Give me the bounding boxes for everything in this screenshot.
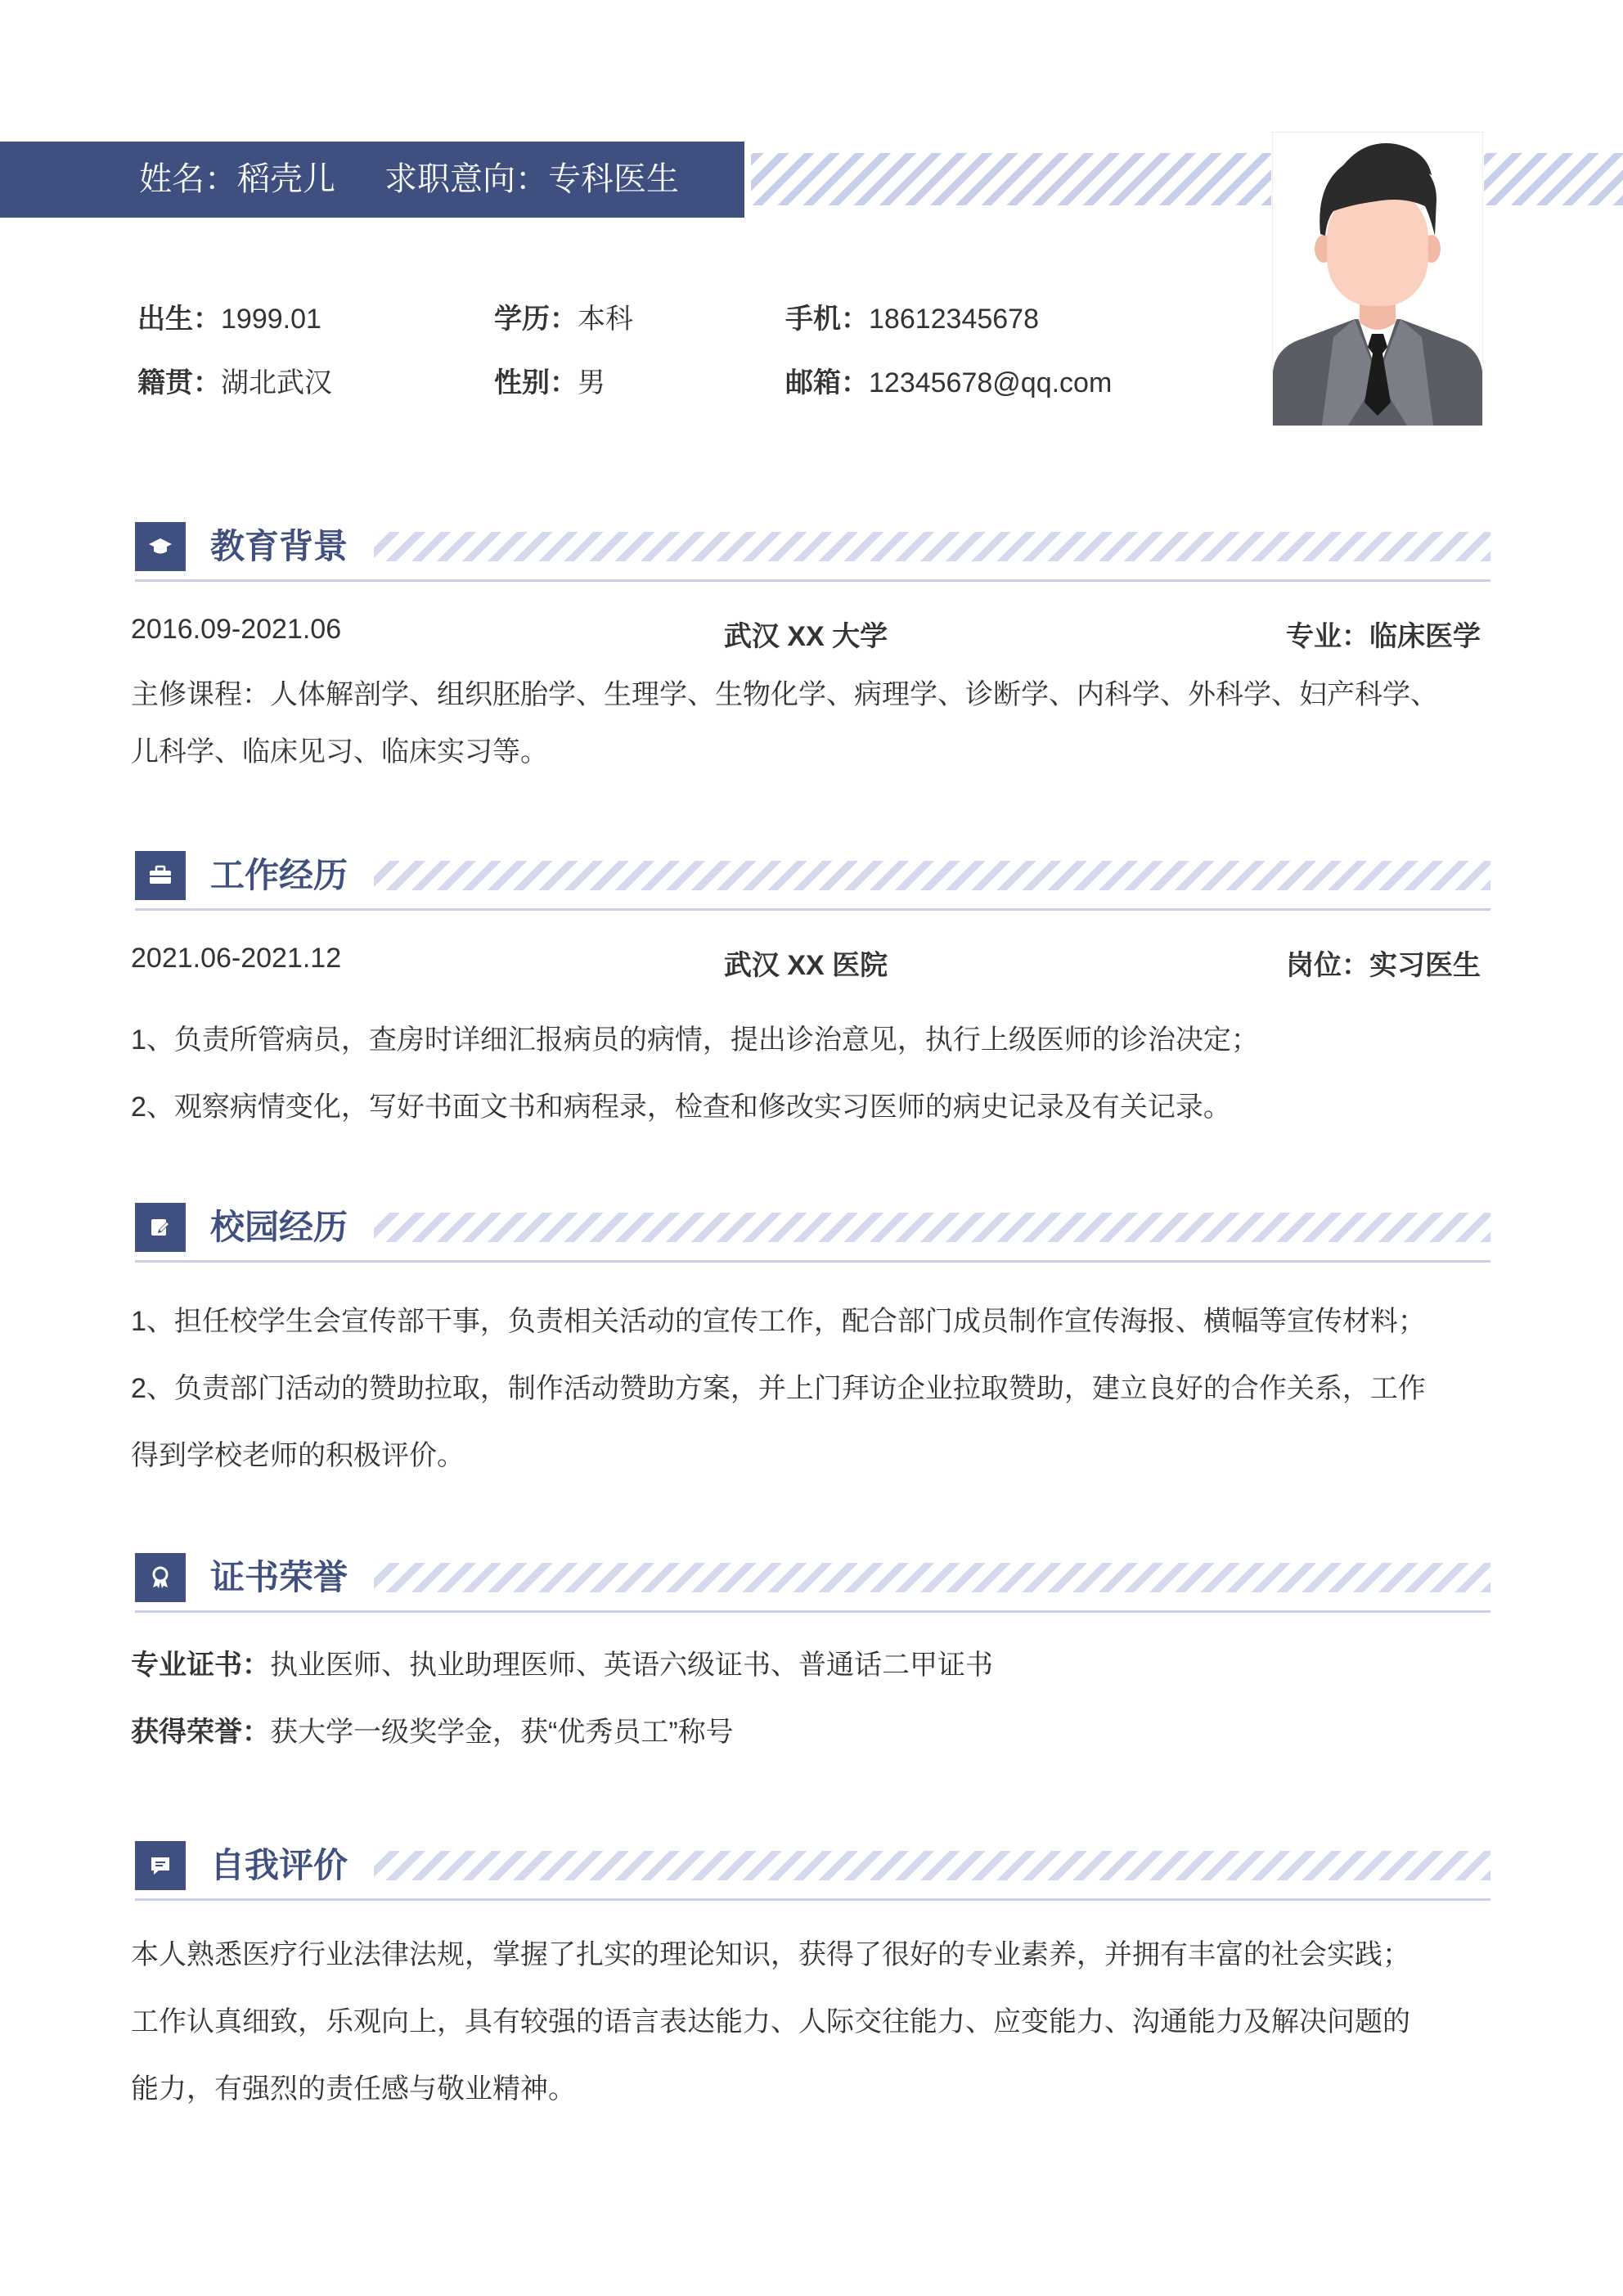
campus-experience xyxy=(131,1288,1489,1489)
section-divider xyxy=(135,1898,1490,1901)
name-field: 姓名：稻壳儿 xyxy=(139,161,335,197)
section-hatch xyxy=(374,1851,1490,1880)
section-divider xyxy=(135,1610,1490,1613)
honors-line: 获得荣誉：获大学一级奖学金，获“优秀员工”称号 xyxy=(131,1717,734,1748)
section-title: 教育背景 xyxy=(210,527,348,565)
section-hatch xyxy=(374,1563,1490,1592)
text-line: 2、负责部门活动的赞助拉取，制作活动赞助方案，并上门拜访企业拉取赞助，建立良好的合作关系，工作 xyxy=(131,1373,1426,1404)
email-field: 邮箱：12345678@qq.com xyxy=(785,367,1113,398)
male-avatar-icon xyxy=(1273,133,1482,425)
header-hatch-right xyxy=(1484,153,1623,205)
text-line: 主修课程：人体解剖学、组织胚胎学、生理学、生物化学、病理学、诊断学、内科学、外科学、妇产科学、 xyxy=(131,679,1438,710)
text-line: 本人熟悉医疗行业法律法规，掌握了扎实的理论知识，获得了很好的专业素养，并拥有丰富的社会实践； xyxy=(131,1939,1410,1970)
section-hatch xyxy=(374,532,1490,561)
work-row xyxy=(131,943,1481,984)
section-divider xyxy=(135,1260,1490,1263)
comment-icon xyxy=(135,1841,186,1890)
job-intent-field: 求职意向：专科医生 xyxy=(384,161,679,197)
self-evaluation xyxy=(131,1921,1489,2123)
text-line: 得到学校老师的积极评价。 xyxy=(131,1440,465,1471)
section-title: 校园经历 xyxy=(210,1208,348,1246)
section-divider xyxy=(135,579,1490,582)
header-hatch-left xyxy=(751,153,1271,205)
school-name: 武汉 XX 大学 xyxy=(723,621,888,652)
work-period: 2021.06-2021.12 xyxy=(131,943,342,974)
section-education-header xyxy=(135,522,1490,571)
hometown-field: 籍贯：湖北武汉 xyxy=(137,367,332,398)
section-divider xyxy=(135,908,1490,911)
section-title: 自我评价 xyxy=(210,1846,348,1884)
text-line: 2、观察病情变化，写好书面文书和病程录，检查和修改实习医师的病史记录及有关记录。 xyxy=(131,1092,1231,1123)
birth-field: 出生：1999.01 xyxy=(137,304,321,335)
certs-block xyxy=(131,1632,1489,1766)
education-period: 2016.09-2021.06 xyxy=(131,614,342,645)
position-field: 岗位：实习医生 xyxy=(1286,950,1481,981)
section-work-header xyxy=(135,851,1490,900)
text-line: 1、负责所管病员，查房时详细汇报病员的病情，提出诊治意见，执行上级医师的诊治决定； xyxy=(131,1024,1259,1056)
text-line: 能力，有强烈的责任感与敬业精神。 xyxy=(131,2073,576,2105)
section-title: 工作经历 xyxy=(210,856,348,894)
work-duties xyxy=(131,1006,1489,1141)
education-level-field: 学历：本科 xyxy=(494,304,633,335)
major-field: 专业：临床医学 xyxy=(1286,621,1481,652)
company-name: 武汉 XX 医院 xyxy=(723,950,888,981)
briefcase-icon xyxy=(135,851,186,900)
section-certs-header xyxy=(135,1553,1490,1602)
section-self-header xyxy=(135,1841,1490,1890)
section-hatch xyxy=(374,1213,1490,1242)
graduation-cap-icon xyxy=(135,522,186,571)
phone-field: 手机：18612345678 xyxy=(785,304,1040,335)
award-badge-icon xyxy=(135,1553,186,1602)
education-row xyxy=(131,614,1481,655)
profile-photo xyxy=(1273,133,1482,425)
gender-field: 性别：男 xyxy=(494,367,605,398)
section-hatch xyxy=(374,861,1490,890)
text-line: 工作认真细致，乐观向上，具有较强的语言表达能力、人际交往能力、应变能力、沟通能力及解决问题的 xyxy=(131,2006,1410,2037)
certs-line: 专业证书：执业医师、执业助理医师、英语六级证书、普通话二甲证书 xyxy=(131,1650,993,1681)
edit-note-icon xyxy=(135,1203,186,1252)
text-line: 儿科学、临床见习、临床实习等。 xyxy=(131,736,548,768)
header-band xyxy=(0,142,744,218)
section-campus-header xyxy=(135,1203,1490,1252)
text-line: 1、担任校学生会宣传部干事，负责相关活动的宣传工作，配合部门成员制作宣传海报、横幅等宣传材料； xyxy=(131,1306,1426,1337)
section-title: 证书荣誉 xyxy=(210,1558,348,1596)
education-courses xyxy=(131,666,1489,781)
